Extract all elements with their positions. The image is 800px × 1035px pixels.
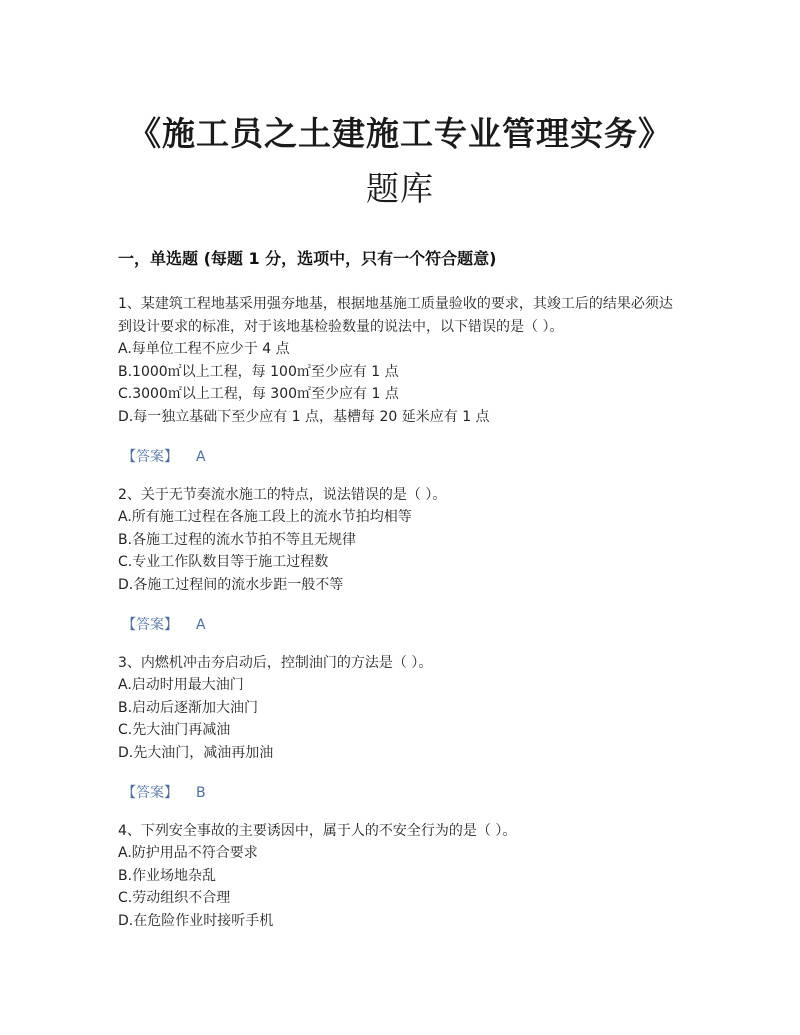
answer-1 bbox=[122, 446, 683, 469]
answer-value: A bbox=[196, 449, 206, 465]
option-d: D.各施工过程间的流水步距一般不等 bbox=[118, 576, 344, 593]
document-title-line2: 题库 bbox=[366, 169, 434, 208]
question-stem: 1、某建筑工程地基采用强夯地基，根据地基施工质量验收的要求，其竣工后的结果必须达到设计要求的标准，对于该地基检验数量的说法中，以下错误的是（ ）。 bbox=[118, 296, 673, 335]
question-4 bbox=[118, 820, 683, 933]
question-1 bbox=[118, 293, 683, 428]
option-d: D.先大油门，减油再加油 bbox=[118, 744, 274, 761]
option-b: B.1000㎡以上工程，每 100㎡至少应有 1 点 bbox=[118, 363, 399, 380]
option-c: C.先大油门再减油 bbox=[118, 722, 231, 738]
question-stem: 4、下列安全事故的主要诱因中，属于人的不安全行为的是（ ）。 bbox=[118, 822, 517, 839]
option-b: B.作业场地杂乱 bbox=[118, 867, 217, 884]
answer-label: 【答案】 bbox=[122, 785, 178, 801]
answer-label: 【答案】 bbox=[122, 617, 178, 633]
section-heading: 一，单选题 (每题 1 分，选项中，只有一个符合题意) bbox=[118, 249, 497, 268]
question-3 bbox=[118, 652, 683, 765]
option-d: D.每一独立基础下至少应有 1 点，基槽每 20 延米应有 1 点 bbox=[118, 408, 490, 425]
question-stem: 2、关于无节奏流水施工的特点，说法错误的是（ ）。 bbox=[118, 486, 447, 503]
document-title-line1: 《施工员之土建施工专业管理实务》 bbox=[128, 114, 672, 153]
option-b: B.各施工过程的流水节拍不等且无规律 bbox=[118, 531, 357, 548]
option-b: B.启动后逐渐加大油门 bbox=[118, 699, 259, 716]
answer-value: B bbox=[196, 785, 206, 801]
question-2 bbox=[118, 484, 683, 597]
option-a: A.启动时用最大油门 bbox=[118, 677, 244, 693]
option-d: D.在危险作业时接听手机 bbox=[118, 912, 274, 929]
answer-2 bbox=[122, 614, 683, 637]
question-stem: 3、内燃机冲击夯启动后，控制油门的方法是（ ）。 bbox=[118, 654, 433, 671]
option-a: A.每单位工程不应少于 4 点 bbox=[118, 341, 290, 357]
answer-label: 【答案】 bbox=[122, 449, 178, 465]
option-c: C.3000㎡以上工程，每 300㎡至少应有 1 点 bbox=[118, 386, 399, 402]
option-a: A.所有施工过程在各施工段上的流水节拍均相等 bbox=[118, 509, 412, 525]
option-c: C.专业工作队数目等于施工过程数 bbox=[118, 554, 329, 570]
question-list bbox=[118, 293, 683, 950]
option-a: A.防护用品不符合要求 bbox=[118, 845, 258, 861]
answer-value: A bbox=[196, 617, 206, 633]
answer-3 bbox=[122, 782, 683, 805]
option-c: C.劳动组织不合理 bbox=[118, 890, 231, 906]
